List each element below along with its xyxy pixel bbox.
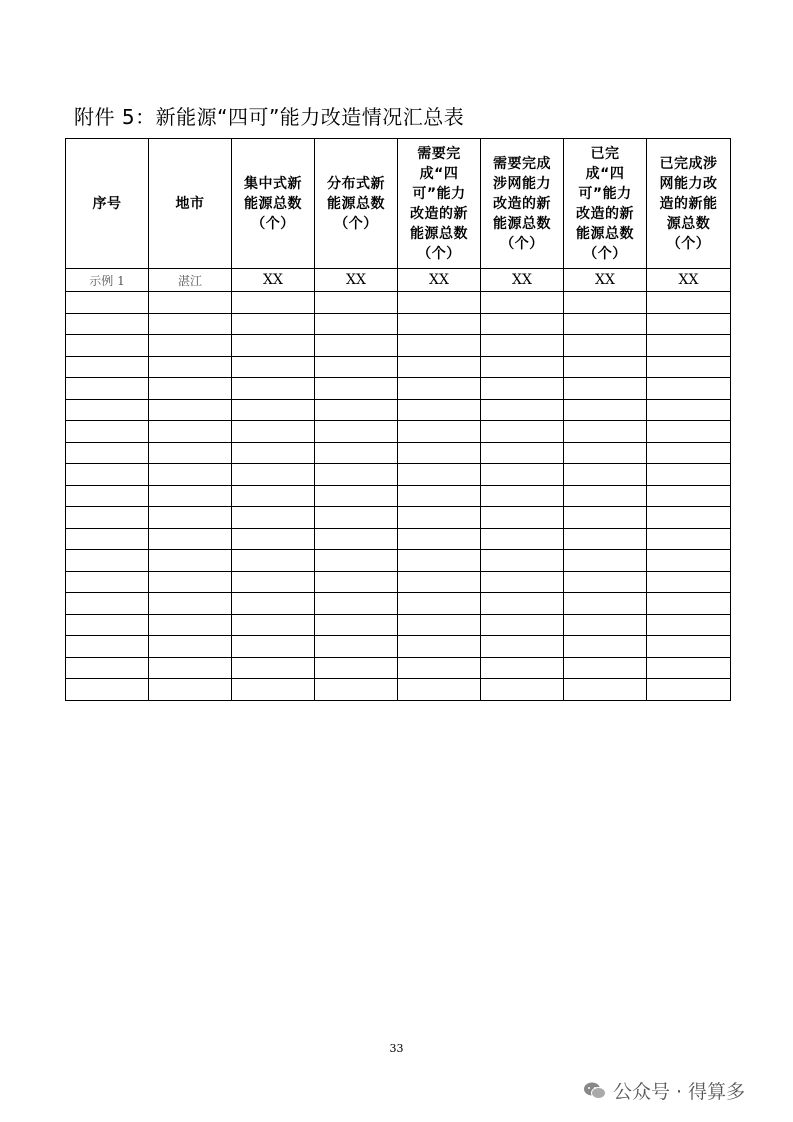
table-cell	[398, 442, 481, 464]
table-cell	[398, 485, 481, 507]
table-cell	[232, 485, 315, 507]
table-cell	[232, 421, 315, 443]
table-row	[66, 593, 731, 615]
table-cell	[315, 550, 398, 572]
table-cell	[232, 614, 315, 636]
table-cell	[398, 335, 481, 357]
table-cell	[232, 657, 315, 679]
table-cell	[647, 335, 731, 357]
table-cell	[564, 593, 647, 615]
table-cell: XX	[481, 269, 564, 292]
header-cell: 已完成涉网能力改造的新能源总数（个）	[647, 139, 731, 269]
table-cell	[564, 292, 647, 314]
table-cell	[149, 442, 232, 464]
table-cell	[66, 335, 149, 357]
table-cell	[564, 636, 647, 658]
table-cell	[232, 464, 315, 486]
table-cell	[315, 421, 398, 443]
table-cell	[315, 292, 398, 314]
table-cell	[398, 550, 481, 572]
table-cell	[66, 292, 149, 314]
table-cell	[232, 356, 315, 378]
table-cell: XX	[232, 269, 315, 292]
table-cell	[481, 507, 564, 529]
table-cell	[647, 485, 731, 507]
table-cell	[647, 399, 731, 421]
table-cell	[564, 550, 647, 572]
table-cell	[66, 485, 149, 507]
table-cell	[564, 571, 647, 593]
table-cell	[232, 335, 315, 357]
table-cell	[564, 485, 647, 507]
table-cell	[481, 614, 564, 636]
table-cell	[232, 550, 315, 572]
table-row	[66, 356, 731, 378]
table-cell	[398, 356, 481, 378]
table-cell	[232, 636, 315, 658]
table-cell	[66, 356, 149, 378]
page-title: 附件 5：新能源“四可”能力改造情况汇总表	[74, 105, 465, 129]
table-cell	[149, 378, 232, 400]
table-cell	[647, 593, 731, 615]
table-cell	[647, 507, 731, 529]
table-row	[66, 485, 731, 507]
table-row	[66, 679, 731, 701]
table-cell	[315, 657, 398, 679]
table-cell	[398, 636, 481, 658]
table-cell	[66, 442, 149, 464]
table-cell	[149, 593, 232, 615]
table-cell	[149, 614, 232, 636]
table-cell	[481, 292, 564, 314]
table-cell	[149, 399, 232, 421]
table-cell	[232, 313, 315, 335]
table-cell	[647, 571, 731, 593]
table-row	[66, 464, 731, 486]
table-cell	[398, 657, 481, 679]
table-cell	[398, 679, 481, 701]
table-cell	[66, 378, 149, 400]
wechat-icon	[583, 1081, 607, 1101]
table-cell: XX	[398, 269, 481, 292]
table-row	[66, 636, 731, 658]
table-cell	[398, 399, 481, 421]
table-cell	[315, 485, 398, 507]
table-cell: XX	[315, 269, 398, 292]
table-cell	[66, 313, 149, 335]
table-cell	[149, 571, 232, 593]
header-cell: 需要完成“四可”能力改造的新能源总数（个）	[398, 139, 481, 269]
table-row	[66, 378, 731, 400]
table-cell	[398, 507, 481, 529]
table-cell	[647, 614, 731, 636]
table-cell	[564, 313, 647, 335]
table-cell	[66, 657, 149, 679]
table-cell	[66, 614, 149, 636]
table-cell	[232, 399, 315, 421]
table-row	[66, 399, 731, 421]
table-row	[66, 528, 731, 550]
table-row	[66, 421, 731, 443]
table-cell	[398, 614, 481, 636]
table-cell	[647, 679, 731, 701]
table-cell	[647, 464, 731, 486]
table-cell	[398, 378, 481, 400]
table-cell	[232, 507, 315, 529]
table-cell	[149, 657, 232, 679]
table-cell	[315, 679, 398, 701]
table-row	[66, 571, 731, 593]
table-cell: 示例 1	[66, 269, 149, 292]
table-cell	[66, 593, 149, 615]
table-cell	[232, 442, 315, 464]
table-cell	[315, 593, 398, 615]
header-cell: 集中式新能源总数（个）	[232, 139, 315, 269]
table-cell	[149, 335, 232, 357]
table-cell	[66, 421, 149, 443]
table-cell	[315, 636, 398, 658]
table-row	[66, 614, 731, 636]
table-cell	[398, 593, 481, 615]
table-cell	[398, 313, 481, 335]
table-cell	[481, 464, 564, 486]
table-cell	[481, 378, 564, 400]
table-cell	[647, 528, 731, 550]
table-cell	[398, 292, 481, 314]
table-cell	[398, 421, 481, 443]
table-cell	[481, 356, 564, 378]
table-cell	[398, 528, 481, 550]
table-cell	[66, 636, 149, 658]
table-cell	[647, 636, 731, 658]
header-cell: 需要完成涉网能力改造的新能源总数（个）	[481, 139, 564, 269]
table-row	[66, 442, 731, 464]
table-cell	[481, 657, 564, 679]
table-cell	[481, 313, 564, 335]
page-number: 33	[389, 1042, 404, 1055]
table-cell	[149, 356, 232, 378]
table-row	[66, 657, 731, 679]
table-cell	[564, 528, 647, 550]
table-cell	[315, 528, 398, 550]
table-cell	[232, 292, 315, 314]
table-cell	[564, 507, 647, 529]
table-cell	[647, 313, 731, 335]
table-cell: XX	[564, 269, 647, 292]
table-cell	[564, 399, 647, 421]
table-cell	[315, 356, 398, 378]
summary-table	[65, 138, 731, 701]
table-cell	[315, 335, 398, 357]
table-cell	[564, 378, 647, 400]
header-cell: 序号	[66, 139, 149, 269]
example-row	[66, 269, 731, 292]
table-cell	[149, 679, 232, 701]
table-row	[66, 292, 731, 314]
table-cell	[564, 421, 647, 443]
table-cell	[564, 442, 647, 464]
table-cell	[232, 528, 315, 550]
table-cell	[232, 571, 315, 593]
table-cell	[315, 313, 398, 335]
table-cell	[66, 679, 149, 701]
table-cell	[149, 485, 232, 507]
table-cell	[647, 378, 731, 400]
header-cell: 已完成“四可”能力改造的新能源总数（个）	[564, 139, 647, 269]
table-cell	[481, 679, 564, 701]
table-cell	[564, 614, 647, 636]
table-cell	[647, 292, 731, 314]
table-row	[66, 507, 731, 529]
table-cell	[66, 464, 149, 486]
header-cell: 地市	[149, 139, 232, 269]
table-cell	[481, 442, 564, 464]
table-cell	[315, 571, 398, 593]
table-cell	[149, 464, 232, 486]
watermark	[583, 1077, 745, 1104]
table-cell	[647, 421, 731, 443]
table-cell	[647, 356, 731, 378]
table-cell	[564, 657, 647, 679]
table-cell	[481, 550, 564, 572]
table-cell	[398, 464, 481, 486]
header-cell: 分布式新能源总数（个）	[315, 139, 398, 269]
table-cell	[149, 421, 232, 443]
table-cell	[149, 550, 232, 572]
table-cell	[647, 657, 731, 679]
table-cell	[564, 335, 647, 357]
table-cell: XX	[647, 269, 731, 292]
table-cell	[149, 313, 232, 335]
table-cell	[481, 335, 564, 357]
table-cell	[66, 550, 149, 572]
table-cell	[232, 679, 315, 701]
table-cell	[149, 636, 232, 658]
table-cell	[315, 464, 398, 486]
table-cell	[315, 614, 398, 636]
watermark-text: 公众号 · 得算多	[613, 1081, 746, 1103]
table-cell	[481, 399, 564, 421]
table-cell	[564, 356, 647, 378]
table-header-row	[66, 139, 731, 269]
table-cell	[481, 571, 564, 593]
table-cell	[481, 528, 564, 550]
table-row	[66, 335, 731, 357]
table-cell	[66, 399, 149, 421]
table-cell	[232, 378, 315, 400]
table-cell	[481, 636, 564, 658]
table-cell	[149, 292, 232, 314]
table-cell	[66, 528, 149, 550]
table-row	[66, 550, 731, 572]
table-cell	[315, 378, 398, 400]
table-cell	[315, 507, 398, 529]
table-cell	[481, 421, 564, 443]
table-cell	[315, 442, 398, 464]
table-cell	[149, 528, 232, 550]
table-cell	[398, 571, 481, 593]
table-cell	[564, 464, 647, 486]
table-cell	[66, 507, 149, 529]
table-cell: 湛江	[149, 269, 232, 292]
table-cell	[481, 593, 564, 615]
table-cell	[647, 550, 731, 572]
table-row	[66, 313, 731, 335]
table-cell	[647, 442, 731, 464]
table-cell	[481, 485, 564, 507]
table-cell	[315, 399, 398, 421]
table-cell	[232, 593, 315, 615]
table-cell	[66, 571, 149, 593]
table-cell	[149, 507, 232, 529]
table-cell	[564, 679, 647, 701]
